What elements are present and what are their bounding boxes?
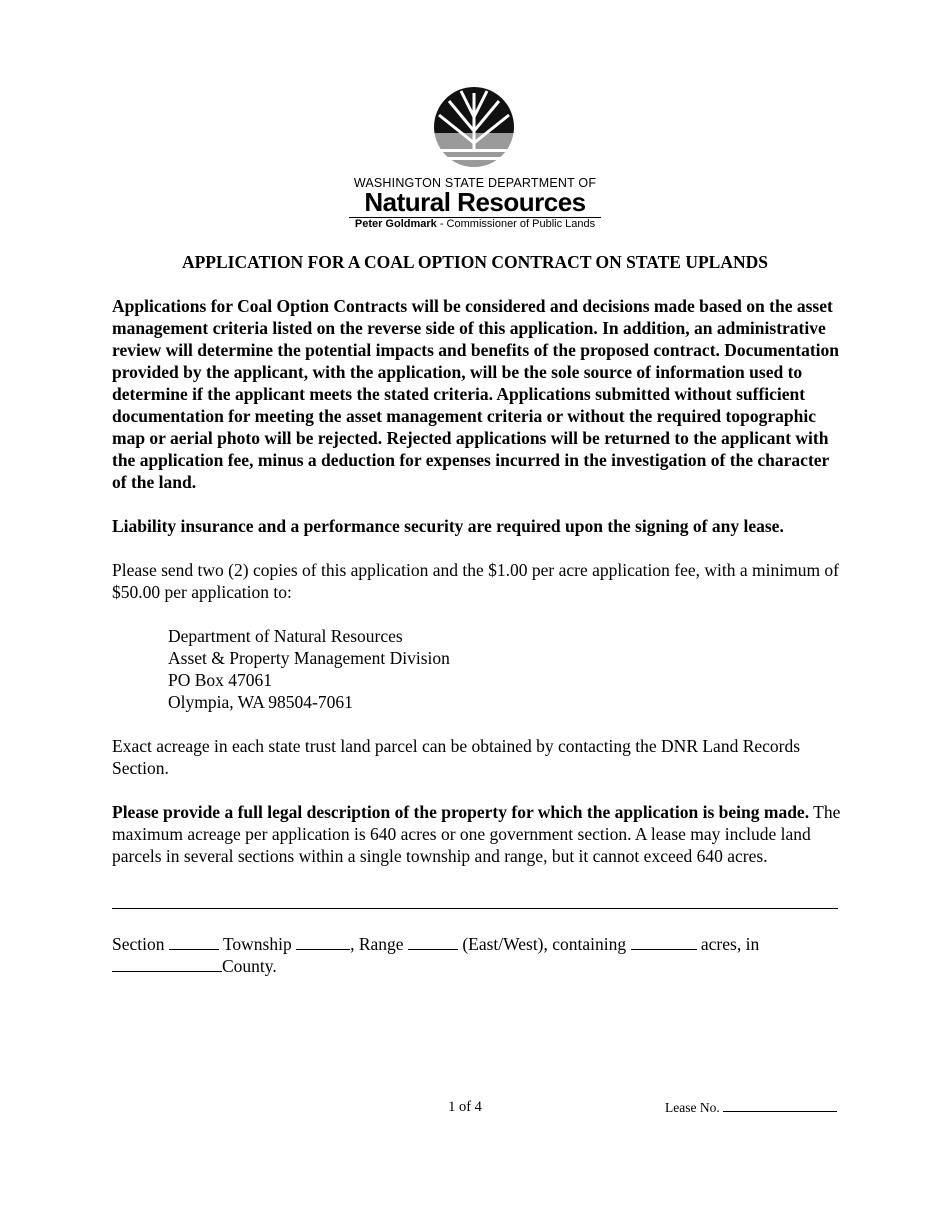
legal-description-form bbox=[112, 933, 842, 977]
logo-commissioner-line bbox=[347, 218, 603, 230]
logo-name-line: Natural Resources bbox=[364, 187, 586, 217]
county-field[interactable] bbox=[112, 957, 222, 972]
address-line: Olympia, WA 98504-7061 bbox=[168, 692, 353, 712]
lease-label: Lease No. bbox=[665, 1100, 720, 1115]
mailing-address bbox=[168, 625, 450, 713]
address-line: Department of Natural Resources bbox=[168, 626, 403, 646]
county-label: County. bbox=[222, 956, 277, 976]
separator-line bbox=[112, 908, 838, 909]
township-label: Township bbox=[222, 934, 292, 954]
liability-note: Liability insurance and a performance security are required upon the signing of any lease. bbox=[112, 516, 784, 536]
page-number: 1 of 4 bbox=[448, 1099, 482, 1115]
leaf-emblem-icon bbox=[431, 87, 517, 167]
acres-label: acres, in bbox=[700, 934, 760, 954]
lease-number-field[interactable] bbox=[723, 1100, 837, 1112]
lease-number bbox=[665, 1100, 837, 1116]
range-field[interactable] bbox=[408, 935, 458, 950]
legal-description-paragraph bbox=[112, 801, 842, 867]
range-label: , Range bbox=[350, 934, 404, 954]
township-field[interactable] bbox=[296, 935, 350, 950]
page-title: APPLICATION FOR A COAL OPTION CONTRACT ON STATE UPLANDS bbox=[181, 252, 768, 272]
section-field[interactable] bbox=[169, 935, 219, 950]
dnr-logo bbox=[347, 87, 603, 233]
acreage-note: Exact acreage in each state trust land parcel can be obtained by contacting the DNR Land Records Section. bbox=[112, 736, 801, 778]
acres-field[interactable] bbox=[631, 935, 697, 950]
commissioner-title: - Commissioner of Public Lands bbox=[436, 218, 596, 230]
address-line: Asset & Property Management Division bbox=[168, 648, 450, 668]
legal-description-lead: Please provide a full legal description of the property for which the application is being made. bbox=[112, 802, 810, 822]
commissioner-name: Peter Goldmark bbox=[354, 218, 437, 230]
direction-label: (East/West), containing bbox=[462, 934, 627, 954]
section-label: Section bbox=[112, 934, 165, 954]
send-instructions: Please send two (2) copies of this application and the $1.00 per acre application fee, with a minimum of $50.00 per application to: bbox=[112, 560, 840, 602]
legal-description-text: The maximum acreage per application is 640 acres or one government section. A lease may include land parcels in several sections within a single township and range, but it cannot exceed 640 acres. bbox=[112, 802, 841, 866]
intro-paragraph: Applications for Coal Option Contracts will be considered and decisions made based on the asset management criteria listed on the reverse side of this application. In addition, an administrative review will determine the potential impacts and benefits of the proposed contract. Documentation provided by the applicant, with the application, will be the sole source of information used to determine if the applicant meets the stated criteria. Applications submitted without sufficient documentation for meeting the asset management criteria or without the required topographic map or aerial photo will be rejected. Rejected applications will be returned to the applicant with the application fee, minus a deduction for expenses incurred in the investigation of the character of the land. bbox=[112, 296, 839, 492]
address-line: PO Box 47061 bbox=[168, 670, 273, 690]
logo-agency-line: WASHINGTON STATE DEPARTMENT OF bbox=[353, 176, 597, 190]
